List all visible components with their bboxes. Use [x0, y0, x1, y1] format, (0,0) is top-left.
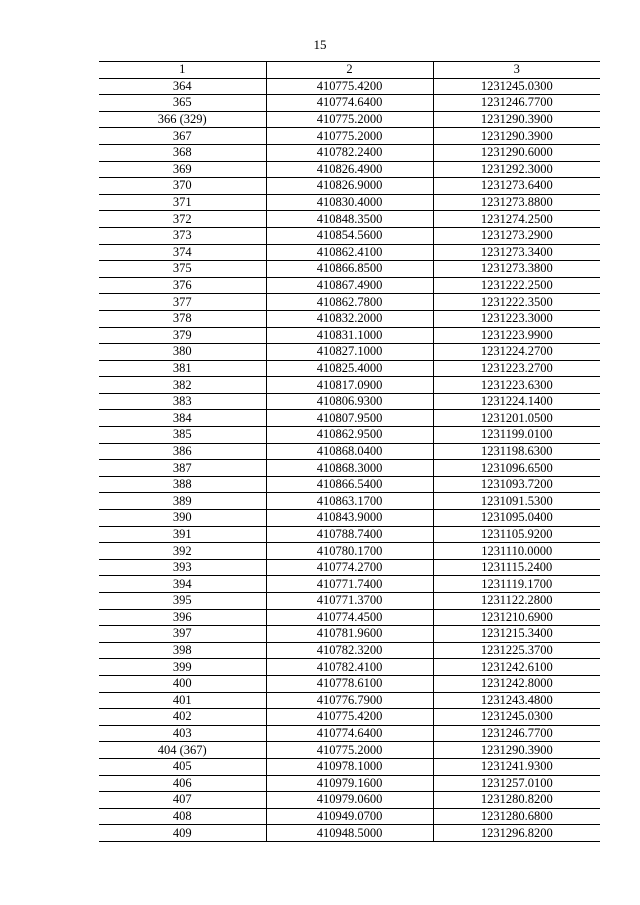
point-number-cell: 399 [99, 659, 266, 676]
point-number-cell: 395 [99, 593, 266, 610]
y-coordinate-cell: 1231242.8000 [433, 675, 600, 692]
x-coordinate-cell: 410979.0600 [266, 792, 433, 809]
table-row [99, 543, 600, 560]
table-row [99, 510, 600, 527]
x-coordinate-cell: 410866.5400 [266, 476, 433, 493]
table-row [99, 692, 600, 709]
x-coordinate-cell: 410807.9500 [266, 410, 433, 427]
table-row [99, 244, 600, 261]
point-number-cell: 378 [99, 310, 266, 327]
x-coordinate-cell: 410778.6100 [266, 675, 433, 692]
x-coordinate-cell: 410830.4000 [266, 194, 433, 211]
x-coordinate-cell: 410831.1000 [266, 327, 433, 344]
table-row [99, 576, 600, 593]
table-row [99, 294, 600, 311]
point-number-cell: 401 [99, 692, 266, 709]
y-coordinate-cell: 1231223.6300 [433, 377, 600, 394]
point-number-cell: 385 [99, 427, 266, 444]
point-number-cell: 409 [99, 825, 266, 842]
y-coordinate-cell: 1231110.0000 [433, 543, 600, 560]
point-number-cell: 381 [99, 360, 266, 377]
y-coordinate-cell: 1231245.0300 [433, 78, 600, 95]
table-row [99, 526, 600, 543]
point-number-cell: 392 [99, 543, 266, 560]
point-number-cell: 372 [99, 211, 266, 228]
x-coordinate-cell: 410866.8500 [266, 261, 433, 278]
y-coordinate-cell: 1231223.9900 [433, 327, 600, 344]
x-coordinate-cell: 410825.4000 [266, 360, 433, 377]
point-number-cell: 400 [99, 675, 266, 692]
point-number-cell: 404 (367) [99, 742, 266, 759]
x-coordinate-cell: 410782.4100 [266, 659, 433, 676]
point-number-cell: 403 [99, 725, 266, 742]
y-coordinate-cell: 1231225.3700 [433, 642, 600, 659]
x-coordinate-cell: 410848.3500 [266, 211, 433, 228]
table-row [99, 95, 600, 112]
y-coordinate-cell: 1231224.1400 [433, 393, 600, 410]
point-number-cell: 396 [99, 609, 266, 626]
point-number-cell: 386 [99, 443, 266, 460]
y-coordinate-cell: 1231292.3000 [433, 161, 600, 178]
x-coordinate-cell: 410774.2700 [266, 559, 433, 576]
x-coordinate-cell: 410782.3200 [266, 642, 433, 659]
table-row [99, 310, 600, 327]
point-number-cell: 370 [99, 178, 266, 195]
x-coordinate-cell: 410826.4900 [266, 161, 433, 178]
point-number-cell: 391 [99, 526, 266, 543]
y-coordinate-cell: 1231198.6300 [433, 443, 600, 460]
column-header-2: 2 [266, 62, 433, 79]
y-coordinate-cell: 1231290.3900 [433, 128, 600, 145]
y-coordinate-cell: 1231280.6800 [433, 808, 600, 825]
table-row [99, 427, 600, 444]
table-row [99, 808, 600, 825]
point-number-cell: 393 [99, 559, 266, 576]
y-coordinate-cell: 1231242.6100 [433, 659, 600, 676]
y-coordinate-cell: 1231243.4800 [433, 692, 600, 709]
y-coordinate-cell: 1231290.3900 [433, 742, 600, 759]
table-row [99, 194, 600, 211]
x-coordinate-cell: 410788.7400 [266, 526, 433, 543]
y-coordinate-cell: 1231290.3900 [433, 111, 600, 128]
y-coordinate-cell: 1231224.2700 [433, 344, 600, 361]
x-coordinate-cell: 410774.6400 [266, 725, 433, 742]
table-row [99, 327, 600, 344]
y-coordinate-cell: 1231296.8200 [433, 825, 600, 842]
point-number-cell: 384 [99, 410, 266, 427]
x-coordinate-cell: 410854.5600 [266, 227, 433, 244]
x-coordinate-cell: 410862.9500 [266, 427, 433, 444]
table-row [99, 211, 600, 228]
point-number-cell: 375 [99, 261, 266, 278]
table-row [99, 360, 600, 377]
table-row [99, 393, 600, 410]
y-coordinate-cell: 1231096.6500 [433, 460, 600, 477]
coordinates-table [99, 61, 600, 842]
point-number-cell: 406 [99, 775, 266, 792]
table-row [99, 78, 600, 95]
x-coordinate-cell: 410771.3700 [266, 593, 433, 610]
point-number-cell: 376 [99, 277, 266, 294]
x-coordinate-cell: 410826.9000 [266, 178, 433, 195]
table-row [99, 443, 600, 460]
table-row [99, 742, 600, 759]
point-number-cell: 379 [99, 327, 266, 344]
point-number-cell: 389 [99, 493, 266, 510]
point-number-cell: 365 [99, 95, 266, 112]
x-coordinate-cell: 410827.1000 [266, 344, 433, 361]
y-coordinate-cell: 1231095.0400 [433, 510, 600, 527]
point-number-cell: 390 [99, 510, 266, 527]
x-coordinate-cell: 410868.3000 [266, 460, 433, 477]
x-coordinate-cell: 410781.9600 [266, 626, 433, 643]
point-number-cell: 397 [99, 626, 266, 643]
x-coordinate-cell: 410782.2400 [266, 144, 433, 161]
point-number-cell: 377 [99, 294, 266, 311]
table-row [99, 344, 600, 361]
table-row [99, 709, 600, 726]
x-coordinate-cell: 410978.1000 [266, 758, 433, 775]
column-header-3: 3 [433, 62, 600, 79]
table-row [99, 277, 600, 294]
y-coordinate-cell: 1231280.8200 [433, 792, 600, 809]
y-coordinate-cell: 1231273.3800 [433, 261, 600, 278]
y-coordinate-cell: 1231210.6900 [433, 609, 600, 626]
point-number-cell: 380 [99, 344, 266, 361]
y-coordinate-cell: 1231091.5300 [433, 493, 600, 510]
y-coordinate-cell: 1231273.8800 [433, 194, 600, 211]
x-coordinate-cell: 410774.4500 [266, 609, 433, 626]
point-number-cell: 368 [99, 144, 266, 161]
table-row [99, 792, 600, 809]
y-coordinate-cell: 1231105.9200 [433, 526, 600, 543]
table-row [99, 460, 600, 477]
y-coordinate-cell: 1231222.2500 [433, 277, 600, 294]
y-coordinate-cell: 1231199.0100 [433, 427, 600, 444]
y-coordinate-cell: 1231246.7700 [433, 95, 600, 112]
table-row [99, 758, 600, 775]
table-row [99, 593, 600, 610]
table-row [99, 825, 600, 842]
y-coordinate-cell: 1231222.3500 [433, 294, 600, 311]
table-row [99, 609, 600, 626]
x-coordinate-cell: 410867.4900 [266, 277, 433, 294]
y-coordinate-cell: 1231122.2800 [433, 593, 600, 610]
y-coordinate-cell: 1231223.2700 [433, 360, 600, 377]
point-number-cell: 374 [99, 244, 266, 261]
y-coordinate-cell: 1231201.0500 [433, 410, 600, 427]
x-coordinate-cell: 410862.7800 [266, 294, 433, 311]
y-coordinate-cell: 1231257.0100 [433, 775, 600, 792]
table-row [99, 493, 600, 510]
x-coordinate-cell: 410775.2000 [266, 742, 433, 759]
point-number-cell: 402 [99, 709, 266, 726]
x-coordinate-cell: 410775.2000 [266, 128, 433, 145]
x-coordinate-cell: 410868.0400 [266, 443, 433, 460]
x-coordinate-cell: 410949.0700 [266, 808, 433, 825]
point-number-cell: 388 [99, 476, 266, 493]
x-coordinate-cell: 410776.7900 [266, 692, 433, 709]
table-row [99, 128, 600, 145]
table-row [99, 559, 600, 576]
table-row [99, 111, 600, 128]
y-coordinate-cell: 1231093.7200 [433, 476, 600, 493]
y-coordinate-cell: 1231215.3400 [433, 626, 600, 643]
point-number-cell: 407 [99, 792, 266, 809]
table-row [99, 675, 600, 692]
y-coordinate-cell: 1231119.1700 [433, 576, 600, 593]
y-coordinate-cell: 1231241.9300 [433, 758, 600, 775]
y-coordinate-cell: 1231273.2900 [433, 227, 600, 244]
y-coordinate-cell: 1231223.3000 [433, 310, 600, 327]
table-row [99, 659, 600, 676]
x-coordinate-cell: 410832.2000 [266, 310, 433, 327]
y-coordinate-cell: 1231273.3400 [433, 244, 600, 261]
table-row [99, 476, 600, 493]
x-coordinate-cell: 410979.1600 [266, 775, 433, 792]
point-number-cell: 366 (329) [99, 111, 266, 128]
y-coordinate-cell: 1231245.0300 [433, 709, 600, 726]
point-number-cell: 398 [99, 642, 266, 659]
x-coordinate-cell: 410843.9000 [266, 510, 433, 527]
x-coordinate-cell: 410775.2000 [266, 111, 433, 128]
point-number-cell: 408 [99, 808, 266, 825]
table-row [99, 626, 600, 643]
table-row [99, 161, 600, 178]
point-number-cell: 394 [99, 576, 266, 593]
table-row [99, 227, 600, 244]
table-row [99, 775, 600, 792]
x-coordinate-cell: 410780.1700 [266, 543, 433, 560]
x-coordinate-cell: 410806.9300 [266, 393, 433, 410]
point-number-cell: 367 [99, 128, 266, 145]
x-coordinate-cell: 410862.4100 [266, 244, 433, 261]
point-number-cell: 371 [99, 194, 266, 211]
point-number-cell: 383 [99, 393, 266, 410]
x-coordinate-cell: 410948.5000 [266, 825, 433, 842]
point-number-cell: 364 [99, 78, 266, 95]
table-row [99, 178, 600, 195]
y-coordinate-cell: 1231274.2500 [433, 211, 600, 228]
table-body [99, 78, 600, 841]
x-coordinate-cell: 410771.7400 [266, 576, 433, 593]
x-coordinate-cell: 410775.4200 [266, 78, 433, 95]
x-coordinate-cell: 410817.0900 [266, 377, 433, 394]
y-coordinate-cell: 1231115.2400 [433, 559, 600, 576]
page-number: 15 [313, 37, 327, 52]
point-number-cell: 405 [99, 758, 266, 775]
table-row [99, 144, 600, 161]
y-coordinate-cell: 1231290.6000 [433, 144, 600, 161]
table-header-row [99, 62, 600, 79]
point-number-cell: 387 [99, 460, 266, 477]
table-row [99, 410, 600, 427]
table-row [99, 725, 600, 742]
table-row [99, 377, 600, 394]
table-row [99, 642, 600, 659]
point-number-cell: 382 [99, 377, 266, 394]
point-number-cell: 369 [99, 161, 266, 178]
x-coordinate-cell: 410774.6400 [266, 95, 433, 112]
y-coordinate-cell: 1231246.7700 [433, 725, 600, 742]
y-coordinate-cell: 1231273.6400 [433, 178, 600, 195]
x-coordinate-cell: 410775.4200 [266, 709, 433, 726]
point-number-cell: 373 [99, 227, 266, 244]
x-coordinate-cell: 410863.1700 [266, 493, 433, 510]
table-row [99, 261, 600, 278]
column-header-1: 1 [99, 62, 266, 79]
